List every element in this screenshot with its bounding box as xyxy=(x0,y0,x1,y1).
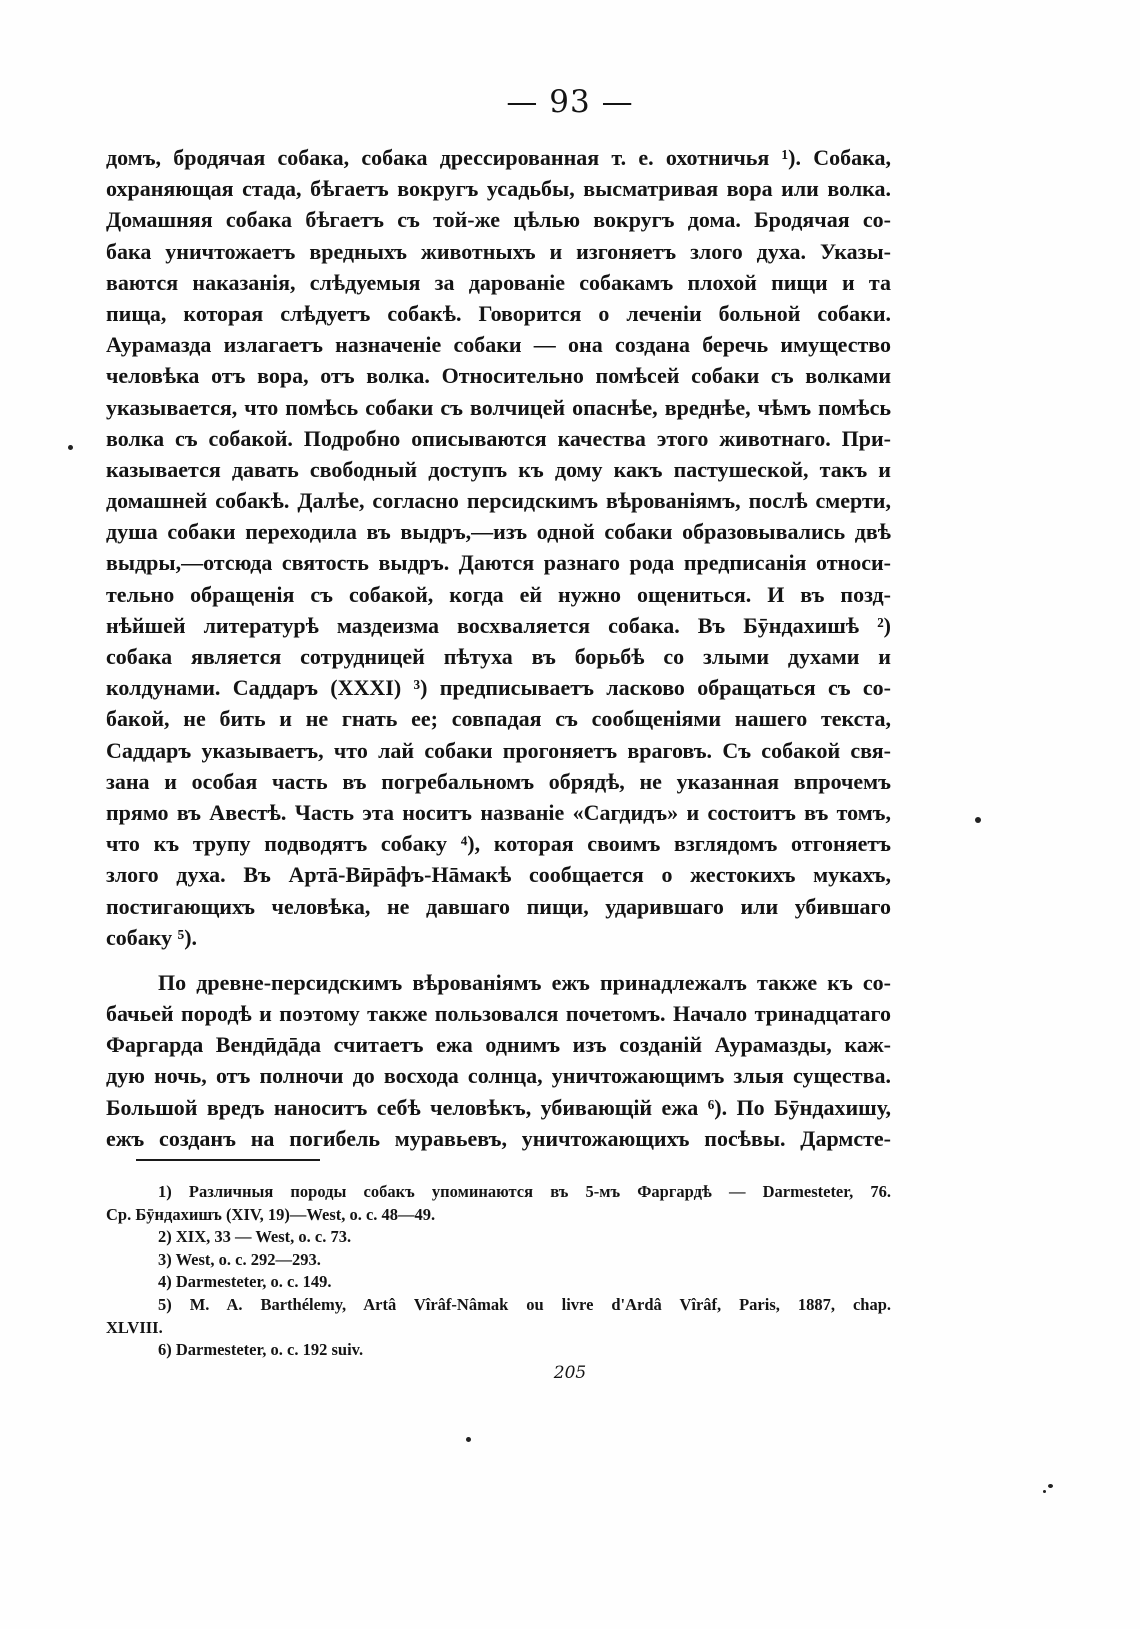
text-line: постигающихъ человѣка, не давшаго пищи, ударившаго или убившаго xyxy=(106,893,891,919)
footnote-5-continued: XLVIII. xyxy=(106,1317,163,1337)
text-line: выдры,—отсюда святость выдръ. Даются разнаго рода предписанія относи- xyxy=(106,550,891,576)
scan-speck xyxy=(68,445,73,450)
text-line: бачьей породѣ и поэтому также пользовался почетомъ. Начало тринадцатаго xyxy=(106,1001,891,1027)
text-line: тельно обращенія съ собакой, когда ей нужно ощениться. И въ позд- xyxy=(106,581,891,607)
text-line: дую ночь, отъ полночи до восхода солнца, уничтожающимъ злыя существа. xyxy=(106,1063,891,1089)
text-line: Домашняя собака бѣгаетъ съ той-же цѣлью вокругъ дома. Бродячая со- xyxy=(106,207,891,233)
footnote-divider xyxy=(136,1159,320,1161)
footnote-1: 1) Различныя породы собакъ упоминаются въ 5-мъ Фаргардѣ — Darmesteter, 76. xyxy=(158,1182,891,1201)
text-line: Саддаръ указываетъ, что лай собаки прогоняетъ враговъ. Съ собакой свя- xyxy=(106,737,891,763)
text-line: душа собаки переходила въ выдръ,—изъ одной собаки образовывались двѣ xyxy=(106,519,891,545)
scan-speck xyxy=(1043,1490,1046,1493)
text-line: прямо въ Авестѣ. Часть эта носитъ названіе «Сагдидъ» и состоитъ въ томъ, xyxy=(106,799,891,825)
text-line: бакой, не бить и не гнать ее; совпадая съ сообщеніями нашего текста, xyxy=(106,706,891,732)
paragraph-1 xyxy=(106,142,891,953)
text-line: По древне-персидскимъ вѣрованіямъ ежъ принадлежалъ также къ со- xyxy=(158,969,891,995)
text-line: колдунами. Саддаръ (XXXI) ³) предписываетъ ласково обращаться съ со- xyxy=(106,675,891,701)
text-line: пища, которая слѣдуетъ собакѣ. Говорится о леченіи больной собаки. xyxy=(106,300,891,326)
scan-speck xyxy=(975,817,981,823)
footnote-5: 5) M. A. Barthélemy, Artâ Vîrâf-Nâmak ou livre d'Ardâ Vîrâf, Paris, 1887, chap. xyxy=(158,1294,891,1314)
footnote-2: 2) XIX, 33 — West, о. с. 73. xyxy=(158,1227,352,1247)
text-line: волка съ собакой. Подробно описываются качества этого животнаго. При- xyxy=(106,425,891,451)
text-line: бака уничтожаетъ вредныхъ животныхъ и изгоняетъ злого духа. Указы- xyxy=(106,238,891,264)
text-line: домъ, бродячая собака, собака дрессированная т. е. охотничья ¹). Собака, xyxy=(106,145,891,170)
text-line: нѣйшей литературѣ маздеизма восхваляется собака. Въ Бӯндахишѣ ²) xyxy=(106,612,891,638)
text-line: что къ трупу подводятъ собаку ⁴), которая своимъ взглядомъ отгоняетъ xyxy=(106,831,891,857)
text-line: Аурамазда излагаетъ назначеніе собаки — она создана беречь имущество xyxy=(106,332,891,358)
text-line: собака является сотрудницей пѣтуха въ борьбѣ со злыми духами и xyxy=(106,644,891,669)
footnote-1-continued: Ср. Бӯндахишъ (XIV, 19)—West, о. с. 48—49. xyxy=(106,1204,436,1224)
footnote-4: 4) Darmesteter, о. с. 149. xyxy=(158,1272,332,1292)
page-number: — 93 — xyxy=(506,84,634,120)
text-line: человѣка отъ вора, отъ волка. Относительно помѣсей собаки съ волками xyxy=(106,363,891,389)
text-line: казывается давать свободный доступъ къ дому какъ пастушеской, такъ и xyxy=(106,456,891,482)
archive-page-stamp: 205 xyxy=(553,1363,587,1383)
text-line: ежъ созданъ на погибель муравьевъ, уничтожающихъ посѣвы. Дармсте- xyxy=(106,1125,891,1151)
footnote-3: 3) West, о. с. 292—293. xyxy=(158,1249,321,1269)
text-line: Большой вредъ наноситъ себѣ человѣкъ, убивающій ежа ⁶). По Бӯндахишу, xyxy=(106,1094,891,1120)
text-line: Фаргарда Вендӣдāда считаетъ ежа однимъ изъ созданій Аурамазды, каж- xyxy=(106,1032,891,1058)
text-line: домашней собакѣ. Далѣе, согласно персидскимъ вѣрованіямъ, послѣ смерти, xyxy=(106,488,891,514)
text-line: указывается, что помѣсь собаки съ волчицей опаснѣе, вреднѣе, чѣмъ помѣсь xyxy=(106,394,891,420)
text-line: зана и особая часть въ погребальномъ обрядѣ, не указанная впрочемъ xyxy=(106,768,891,794)
main-text xyxy=(106,142,891,1154)
text-line: охраняющая стада, бѣгаетъ вокругъ усадьбы, высматривая вора или волка. xyxy=(106,176,891,202)
scan-speck xyxy=(1048,1484,1053,1488)
paragraph-2 xyxy=(106,967,891,1154)
text-line: ваются наказанія, слѣдуемыя за дарованіе собакамъ плохой пищи и та xyxy=(106,269,891,295)
scan-speck xyxy=(466,1437,471,1442)
footnote-6: 6) Darmesteter, о. с. 192 suiv. xyxy=(158,1340,364,1360)
text-line: собаку ⁵). xyxy=(106,924,198,950)
text-line: злого духа. Въ Артā-Вӣрāфъ-Нāмакѣ сообщается о жестокихъ мукахъ, xyxy=(106,862,891,888)
footnotes xyxy=(106,1181,891,1362)
